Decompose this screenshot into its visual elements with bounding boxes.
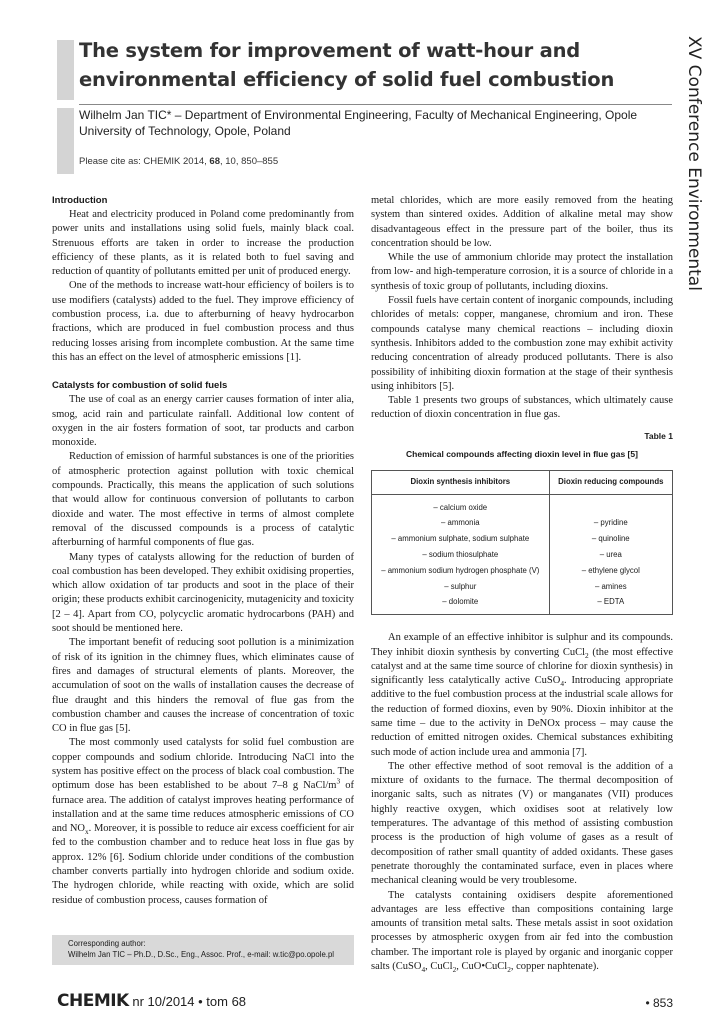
paragraph: The other effective method of soot removal is the addition of a mixture of oxidants to the furnace. The thermal decomposition of inorganic salts, such as nitrates (V) or manganates (VII) produces highly reactive oxygen, which oxidises soot at relatively low temperatures. The advantage of this method of assisting combustion process is the production of high volume of gases as a result of decomposition of rather small quantity of added oxidants. These gases penetrate thoroughly the contaminated surface, even in places where mechanical cleaning would be very troublesome. [371,760,673,887]
table-header-inhibitors: Dioxin synthesis inhibitors [372,471,550,494]
table-cell-inhibitors: – calcium oxide – ammonia – ammonium sulphate, sodium sulphate – sodium thiosulphate – ammonium sodium hydrogen phosphate (V) – sulphur – dolomite [372,494,550,615]
journal-name: CHEMIK [57,991,129,1011]
paragraph: An example of an effective inhibitor is sulphur and its compounds. They inhibit dioxin synthesis by converting CuCl$_2$ (the most effective catalyst and at the same time source of chlorine for dioxin synthesis) in significantly less catalytically active CuSO$_4$. Introducing appropriate additive to the fuel combustion process at the industrial scale allows for the reduction of formed dioxins, even by 90%. Dioxin inhibitor at the same time – due to the activity in DeNOx process – may cause the reduction of emitted nitrogen oxides. Chemical substances exhibiting such mode of action include urea and ammonia [7]. [371,632,674,758]
title-line-1: The system for improvement of watt-hour and [79,39,581,62]
heading-catalysts: Catalysts for combustion of solid fuels [52,380,228,392]
paragraph: While the use of ammonium chloride may protect the installation from low- and high-temperature corrosion, it is a source of chloride in a synthesis of toxic group of pollutants, including dioxins. [371,252,673,292]
cite-prefix: Please cite as: CHEMIK 2014, [79,156,210,167]
journal-footer [57,991,246,1011]
side-label-text: XV Conference Environmental [684,36,704,291]
right-column [371,194,673,974]
author-accent-bar [57,108,74,174]
paragraph: The most commonly used catalysts for solid fuel combustion are copper compounds and sodium chloride. Introducing NaCl into the system has positive effect on the process of black coal combustion. The optimum dose has been established to be about 7–8 g NaCl/$m^3$ of furnace area. The addition of catalyst improves heating performance of installation and at the same time reduces atmospheric emissions of CO and $NO_x$. Moreover, it is possible to reduce air excess coefficient for air fed to the combustion chamber and to reduce heat loss in flue gas by approx. 12% [6]. Sodium chloride under conditions of the combustion chamber converts partially into hydrogen chloride and sodium oxide. The hydrogen chloride, while reacting with oxide, which are solid residue of combustion process, causes formation of [52,737,355,906]
paragraph: The important benefit of reducing soot pollution is a minimization of risk of its ignition in the chimney flues, which eliminates cause of fires and damages of structural elements of plants. Moreover, the accumulation of soot on the walls of installation causes the decrease of flue draught and this hinders the removal of flue gas from the combustion chamber and causes the increase of concentration of toxic CO in flue gas [5]. [52,637,354,735]
heading-introduction: Introduction [52,195,108,206]
table-header-reducers: Dioxin reducing compounds [549,471,672,494]
paragraph: Many types of catalysts allowing for the reduction of burden of coal combustion has been developed. They exhibit oxidising properties, which allow oxidation of tar products and soot in the place of their origin; these products exhibit carcinogenicity, mutagenicity and toxicity [2 – 4]. Apart from CO, polycyclic aromatic hydrocarbons (PAH) and soot should be mentioned here. [52,551,354,635]
paragraph: Fossil fuels have certain content of inorganic compounds, including chlorides of metals: copper, manganese, chromium and iron. These compounds catalyse many chemical reactions – including dioxin synthesis. Inhibitors added to the combustion zone may exhibit activity reducing concentration of already produced pollutants. There is also possibility of inhibiting dioxin formation at the stage of their synthesis using inhibitors [5]. [371,295,673,392]
dioxin-table [371,470,673,615]
corresponding-label: Corresponding author: [68,939,146,948]
article-title [79,36,679,94]
title-line-2: environmental efficiency of solid fuel combustion [79,68,615,91]
journal-issue: nr 10/2014 • tom 68 [128,994,247,1009]
table-cell-reducers: – pyridine – quinoline – urea – ethylene glycol – amines – EDTA [549,494,672,615]
table-label: Table 1 [644,430,673,441]
citation-line [79,156,278,167]
cite-suffix: , 10, 850–855 [220,156,279,167]
paragraph: The use of coal as an energy carrier causes formation of inter alia, smog, acid rain and particulate rainfall. Additional low content of oxygen in the air fosters formation of soot, tar products and carbon monoxide. [52,394,354,449]
author-affiliation: Wilhelm Jan TIC* – Department of Environmental Engineering, Faculty of Mechanical Engineering, Opole University of Technology, Opole, Poland [79,108,638,138]
corresponding-author-box [52,935,354,965]
table-caption: Chemical compounds affecting dioxin level in flue gas [5] [406,449,638,460]
paragraph: The catalysts containing oxidisers despite aforementioned advantages are less effective than compositions containing large amounts of transition metal salts. These metals assist in soot oxidation processes by atmospheric oxygen from air fed into the combustion chamber. The important role is played by organic and inorganic copper salts (CuSO$_4$, CuCl$_2$, CuO•CuCl$_2$, copper naphtenate). [371,889,673,975]
paragraph: Table 1 presents two groups of substances, which ultimately cause reduction of dioxin concentration in flue gas. [371,395,673,421]
left-column [52,194,354,908]
cite-volume: 68 [209,156,220,167]
paragraph: metal chlorides, which are more easily removed from the heating system than sintered oxides. Addition of alkaline metal may show disadvantageous effect in the pressure part of the boiler, thus its concentration should be low. [371,195,673,249]
paragraph: Heat and electricity produced in Poland come predominantly from power units and installations using solid fuels, mainly black coal. Strenuous efforts are taken in order to increase the production efficiency of these plants, as it is related both to fuel saving and reduction of quantity of pollutants emitted per unit of produced energy. [52,209,354,278]
corresponding-text: Wilhelm Jan TIC – Ph.D., D.Sc., Eng., Assoc. Prof., e-mail: w.tic@po.opole.pl [68,950,335,959]
paragraph: One of the methods to increase watt-hour efficiency of boilers is to use modifiers (catalysts) added to the fuel. They improve efficiency of combustion process, i.a. due to afterburning of heavy hydrocarbon fractions, which are produced in fuel combustion process and thus reducing losses arising from incomplete combustion. At the same time this has an effect on the level of atmospheric emissions [1]. [52,280,354,363]
paragraph: Reduction of emission of harmful substances is one of the priorities of atmospheric protection against pollution with toxic chemical compounds. Practically, this means the application of such solutions that would allow for continuous conversion of pollutants to carbon dioxide and water. The most effective in terms of almost complete removal of the discussed compounds is a process of catalytic afterburning of harmful components of flue gas. [52,451,354,549]
title-accent-bar [57,40,74,100]
page-number: • 853 [645,996,673,1010]
title-rule [79,104,672,105]
conference-side-label [682,36,704,326]
